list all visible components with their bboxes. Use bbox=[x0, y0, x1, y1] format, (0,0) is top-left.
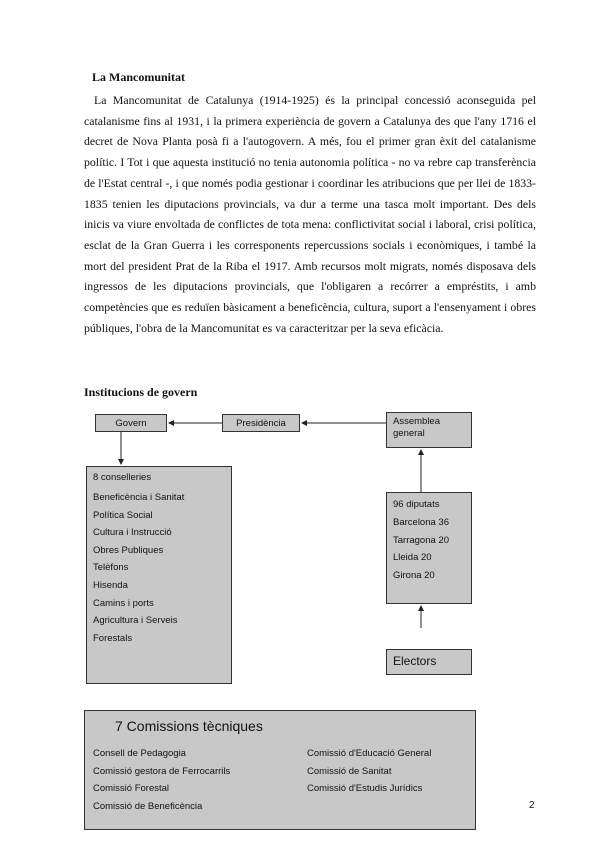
page-number: 2 bbox=[529, 800, 535, 811]
list-item: Camins i ports bbox=[93, 597, 154, 609]
list-item: Comissió de Sanitat bbox=[307, 765, 392, 777]
presidencia-box bbox=[222, 414, 300, 432]
list-item: Política Social bbox=[93, 509, 153, 521]
presidencia-label: Presidència bbox=[236, 417, 286, 429]
list-item: Cultura i Instrucció bbox=[93, 527, 172, 539]
list-item: Consell de Pedagogia bbox=[93, 748, 186, 759]
comissions-box bbox=[84, 710, 476, 830]
comissions-list-left bbox=[93, 745, 230, 815]
list-item: Agricultura i Serveis bbox=[93, 615, 178, 627]
list-item: Hisenda bbox=[93, 579, 128, 591]
list-item: Telèfons bbox=[93, 562, 129, 574]
govern-box bbox=[95, 414, 167, 432]
list-item: Lleida 20 bbox=[393, 552, 432, 563]
electors-box bbox=[386, 649, 472, 675]
list-item: Comissió d'Educació General bbox=[307, 748, 432, 759]
comissions-list-right bbox=[307, 745, 431, 798]
paragraph-mancomunitat: La Mancomunitat de Catalunya (1914-1925) és la principal concessió aconseguida pel catalanisme fins al 1931, i la primera experiència de govern a Catalunya des que l'any 1716 el decret de Nova Planta posà fi a l'autogovern. A més, fou el primer gran èxit del catalanisme polític. I Tot i que aquesta institució no tenia autonomia política - no va rebre cap transferència de l'Estat central -, i que només podia gestionar i coordinar les atribucions que per llei de 1833-1835 tenien les diputacions provincials, va dur a terme una tasca molt important. Des dels inicis va viure envoltada de conflictes de tota mena: conflictivitat social i laboral, crisi política, esclat de la Gran Guerra i les corresponents repercussions socials i econòmiques, i també la mort del president Prat de la Riba el 1917. Amb recursos molt migrats, només disposava dels ingressos de les diputacions provincials, que l'obligaren a recórrer a empréstits, i amb competències que es reduïen bàsicament a beneficència, cultura, suport a l'ensenyament i obres públiques, l'obra de la Mancomunitat es va caracteritzar per la seva eficàcia. bbox=[84, 93, 536, 335]
list-item: Forestals bbox=[93, 632, 133, 644]
list-item: Comissió de Beneficència bbox=[93, 800, 203, 812]
list-item: Girona 20 bbox=[393, 569, 435, 581]
diputats-title: 96 diputats bbox=[393, 499, 440, 510]
list-item: Comissió d'Estudis Jurídics bbox=[307, 783, 423, 794]
assemblea-box bbox=[386, 412, 472, 448]
diputats-list bbox=[393, 514, 465, 584]
list-item: Barcelona 36 bbox=[393, 517, 449, 528]
list-item: Comissió gestora de Ferrocarrils bbox=[93, 765, 231, 777]
assemblea-label: Assemblea general bbox=[393, 416, 440, 439]
list-item: Beneficència i Sanitat bbox=[93, 492, 185, 503]
section-title-institucions: Institucions de govern bbox=[84, 385, 198, 399]
electors-label: Electors bbox=[393, 654, 437, 668]
comissions-title: 7 Comissions tècniques bbox=[115, 718, 263, 734]
conselleries-list bbox=[93, 489, 225, 647]
diputats-box bbox=[386, 492, 472, 604]
section-title-mancomunitat: La Mancomunitat bbox=[92, 70, 185, 84]
govern-label: Govern bbox=[115, 417, 147, 429]
list-item: Tarragona 20 bbox=[393, 534, 449, 546]
list-item: Obres Publiques bbox=[93, 544, 164, 556]
conselleries-title: 8 conselleries bbox=[93, 472, 152, 483]
conselleries-box bbox=[86, 466, 232, 684]
list-item: Comissió Forestal bbox=[93, 783, 170, 794]
